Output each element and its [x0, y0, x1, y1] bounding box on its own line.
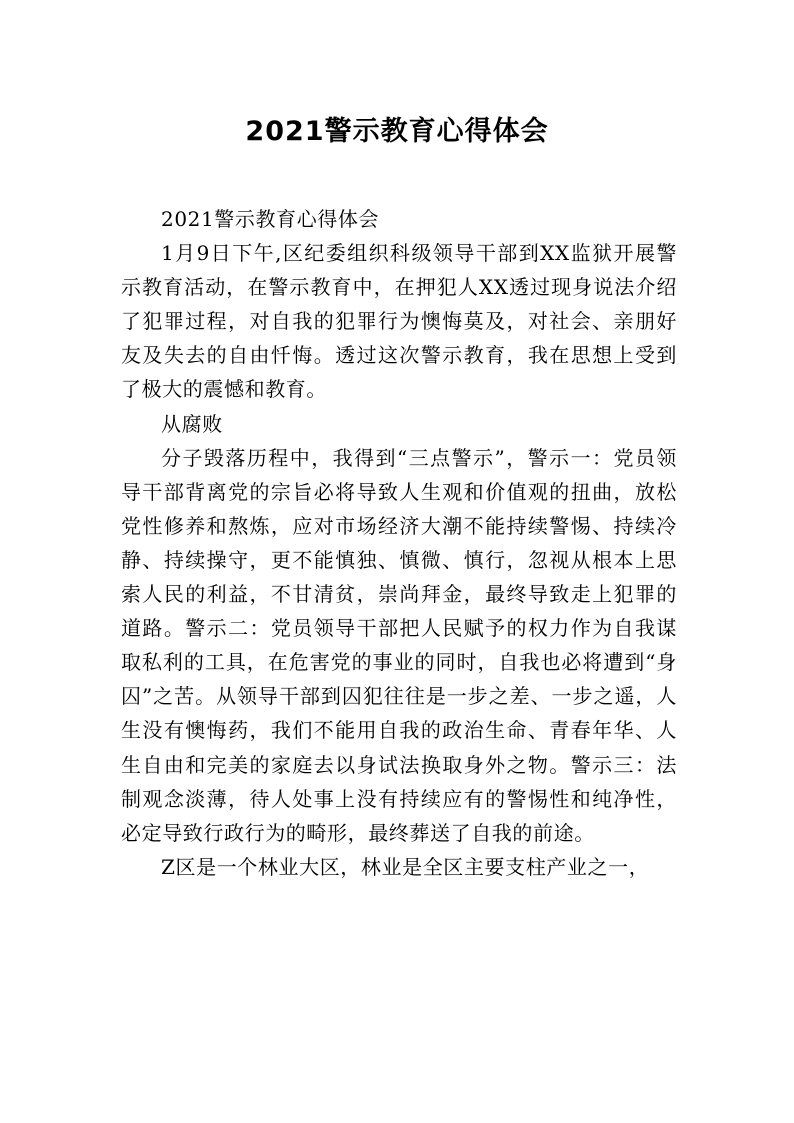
- body-paragraph: 分子毁落历程中，我得到“三点警示”，警示一：党员领导干部背离党的宗旨必将导致人生观和价值观的扭曲，放松党性修养和熬炼，应对市场经济大潮不能持续警惕、持续冷静、持续操守，更不能慎独、慎微、慎行，忽视从根本上思索人民的利益，不甘清贫，崇尚拜金，最终导致走上犯罪的道路。警示二：党员领导干部把人民赋予的权力作为自我谋取私利的工具，在危害党的事业的同时，自我也必将遭到“身囚”之苦。从领导干部到囚犯往往是一步之差、一步之遥，人生没有懊悔药，我们不能用自我的政治生命、青春年华、人生自由和完美的家庭去以身试法换取身外之物。警示三：法制观念淡薄，待人处事上没有持续应有的警惕性和纯净性，必定导致行政行为的畸形，最终葬送了自我的前途。: [121, 445, 677, 845]
- body-paragraph: 1月9日下午,区纪委组织科级领导干部到XX监狱开展警示教育活动，在警示教育中，在押犯人XX透过现身说法介绍了犯罪过程，对自我的犯罪行为懊悔莫及，对社会、亲朋好友及失去的自由忏悔。透过这次警示教育，我在思想上受到了极大的震憾和教育。: [121, 241, 677, 402]
- body-paragraph: Z区是一个林业大区，林业是全区主要支柱产业之一，: [161, 854, 650, 879]
- document-body: [121, 202, 677, 884]
- body-paragraph: 2021警示教育心得体会: [161, 207, 380, 231]
- document-title: 2021警示教育心得体会: [245, 116, 549, 147]
- body-paragraph: 从腐败: [161, 411, 223, 436]
